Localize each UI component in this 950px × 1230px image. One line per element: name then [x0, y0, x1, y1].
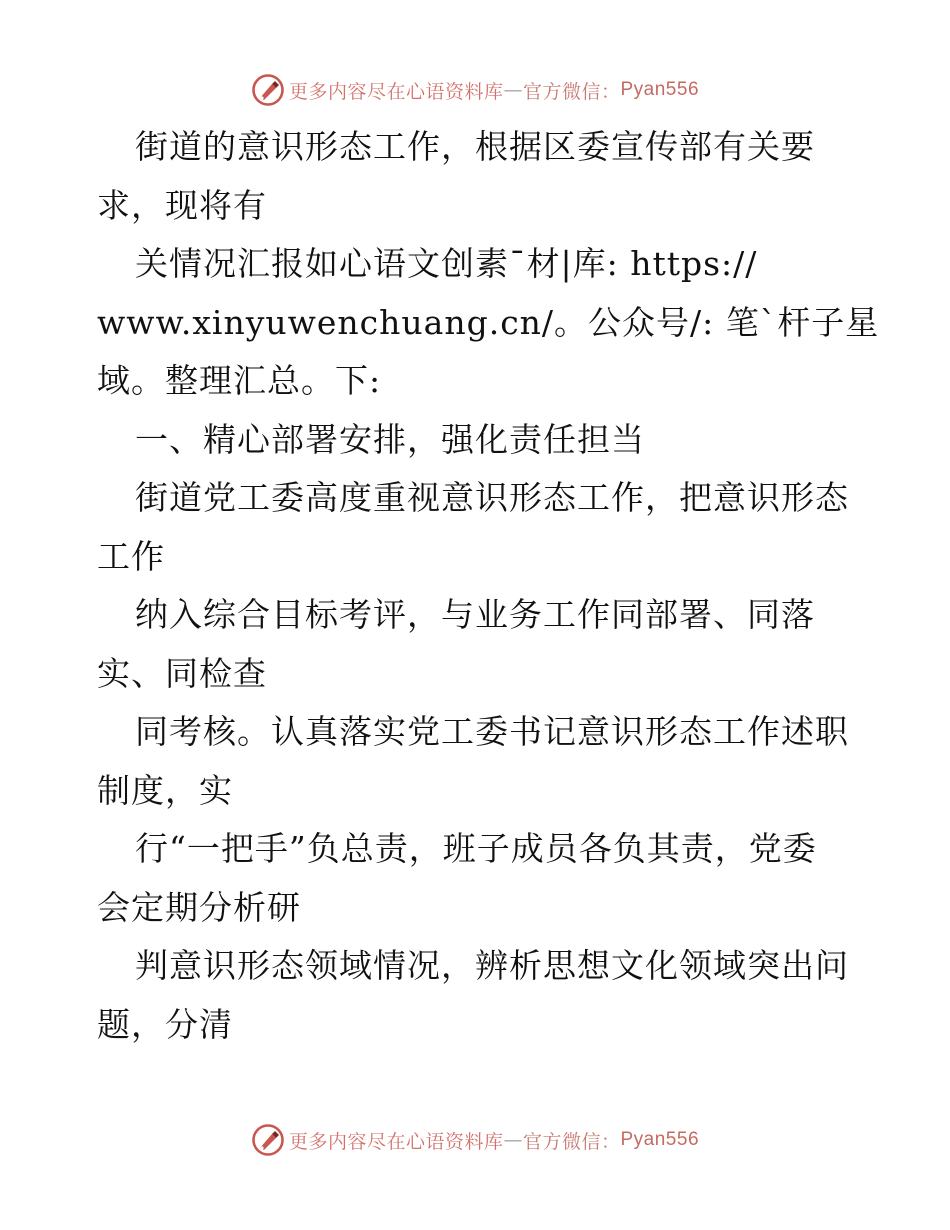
text-line: 域。整理汇总。下:	[97, 361, 382, 400]
banner-separator: —	[503, 79, 523, 101]
header-banner	[0, 70, 950, 110]
banner-wechat-id: Pyan556	[620, 79, 700, 100]
banner-separator: —	[503, 1129, 523, 1151]
banner-title: 更多内容尽在心语资料库	[288, 1130, 504, 1153]
text-line: www.xinyuwenchuang.cn/。公众号/: 笔`杆子星	[97, 302, 880, 342]
text-line: 求，现将有	[97, 185, 267, 225]
banner-wechat-label: 官方微信：	[522, 80, 621, 103]
text-line: 题，分清	[97, 1004, 233, 1044]
pen-logo-icon	[251, 73, 285, 107]
text-line: 纳入综合目标考评，与业务工作同部署、同落	[135, 595, 815, 634]
text-line: 制度，实	[97, 770, 233, 810]
text-line: 工作	[97, 536, 165, 576]
banner-wechat-id: Pyan556	[620, 1129, 700, 1150]
text-line: 街道的意识形态工作，根据区委宣传部有关要	[135, 127, 815, 166]
text-line: 一、精心部署安排，强化责任担当	[135, 419, 645, 459]
footer-banner	[0, 1120, 950, 1160]
document-body	[97, 118, 880, 1054]
banner-title: 更多内容尽在心语资料库	[288, 80, 504, 103]
text-line: 判意识形态领域情况，辨析思想文化领域突出问	[135, 946, 849, 985]
text-line: 街道党工委高度重视意识形态工作，把意识形态	[135, 478, 849, 517]
text-line: 实、同检查	[97, 653, 267, 693]
text-line: 会定期分析研	[97, 887, 301, 927]
pen-logo-icon	[251, 1123, 285, 1157]
text-line: 关情况汇报如心语文创素¯材|库: https://	[135, 244, 758, 283]
text-line: 行“一把手”负总责，班子成员各负其责，党委	[135, 829, 817, 868]
banner-wechat-label: 官方微信：	[522, 1130, 621, 1153]
text-line: 同考核。认真落实党工委书记意识形态工作述职	[135, 712, 849, 751]
